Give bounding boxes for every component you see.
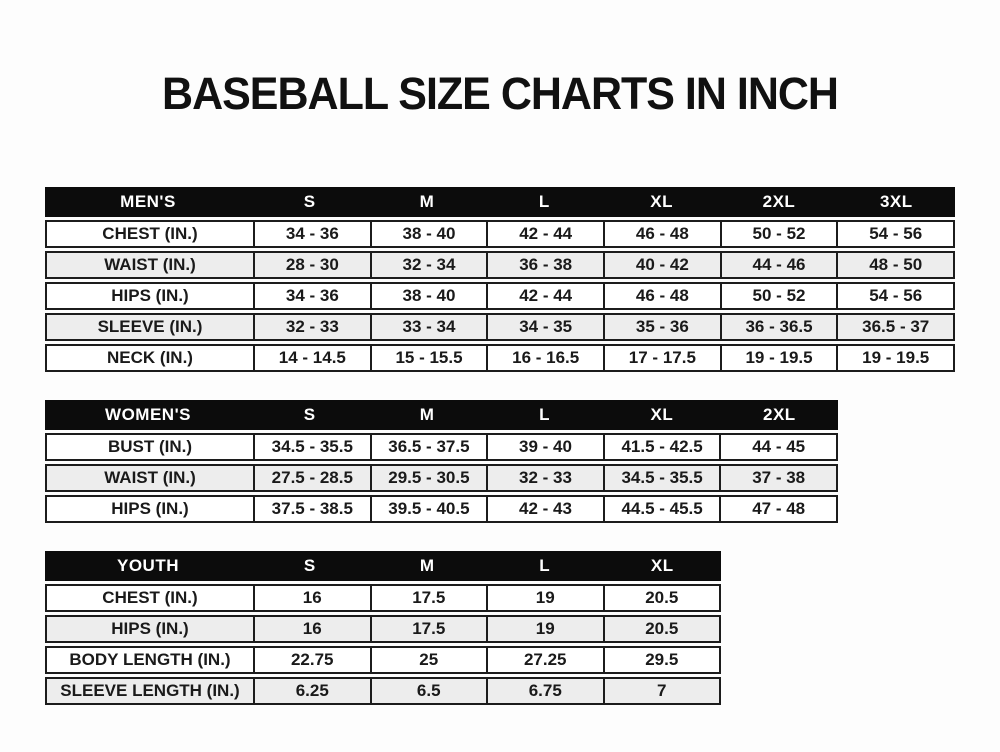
size-header-xl: XL <box>650 405 674 424</box>
value-cell: 33 - 34 <box>370 315 487 339</box>
table-row <box>45 433 838 461</box>
value-cell: 27.25 <box>486 648 603 672</box>
value-cell: 32 - 34 <box>370 253 487 277</box>
value-cell: 42 - 43 <box>486 497 603 521</box>
table-row <box>45 313 955 341</box>
value-cell: 36 - 38 <box>486 253 603 277</box>
value-cell: 17.5 <box>370 586 487 610</box>
value-cell: 28 - 30 <box>253 253 370 277</box>
value-cell: 50 - 52 <box>720 222 837 246</box>
row-label-cell: SLEEVE (IN.) <box>97 317 203 336</box>
value-cell: 39 - 40 <box>486 435 603 459</box>
size-header-m: M <box>419 405 435 424</box>
womens-size-table <box>45 400 838 523</box>
value-cell: 42 - 44 <box>486 222 603 246</box>
row-label-cell: SLEEVE LENGTH (IN.) <box>60 681 240 700</box>
value-cell: 32 - 33 <box>486 466 603 490</box>
value-cell: 36 - 36.5 <box>720 315 837 339</box>
value-cell: 40 - 42 <box>603 253 720 277</box>
table-row <box>45 495 838 523</box>
value-cell: 34 - 35 <box>486 315 603 339</box>
size-header-xl: XL <box>650 192 674 211</box>
table-row <box>45 344 955 372</box>
table-row <box>45 282 955 310</box>
value-cell: 15 - 15.5 <box>370 346 487 370</box>
size-header-2xl: 2XL <box>762 192 796 211</box>
value-cell: 37.5 - 38.5 <box>253 497 370 521</box>
mens-size-table <box>45 187 955 372</box>
size-header-s: S <box>303 192 316 211</box>
value-cell: 7 <box>603 679 720 703</box>
value-cell: 46 - 48 <box>603 284 720 308</box>
value-cell: 36.5 - 37 <box>836 315 953 339</box>
value-cell: 38 - 40 <box>370 222 487 246</box>
mens-header-row <box>45 187 955 217</box>
table-row <box>45 615 721 643</box>
value-cell: 6.5 <box>370 679 487 703</box>
womens-group-label: WOMEN'S <box>105 405 191 424</box>
value-cell: 44 - 45 <box>719 435 836 459</box>
value-cell: 46 - 48 <box>603 222 720 246</box>
size-header-m: M <box>419 192 435 211</box>
value-cell: 29.5 <box>603 648 720 672</box>
youth-group-label: YOUTH <box>117 556 179 575</box>
size-header-m: M <box>419 556 435 575</box>
value-cell: 20.5 <box>603 617 720 641</box>
table-row <box>45 646 721 674</box>
value-cell: 54 - 56 <box>836 284 953 308</box>
value-cell: 48 - 50 <box>836 253 953 277</box>
value-cell: 50 - 52 <box>720 284 837 308</box>
value-cell: 44 - 46 <box>720 253 837 277</box>
value-cell: 16 <box>253 617 370 641</box>
size-header-l: L <box>539 405 550 424</box>
value-cell: 16 - 16.5 <box>486 346 603 370</box>
value-cell: 19 - 19.5 <box>720 346 837 370</box>
row-label-cell: HIPS (IN.) <box>111 286 189 305</box>
row-label-cell: BUST (IN.) <box>107 437 193 456</box>
value-cell: 37 - 38 <box>719 466 836 490</box>
value-cell: 42 - 44 <box>486 284 603 308</box>
row-label-cell: WAIST (IN.) <box>104 255 196 274</box>
value-cell: 35 - 36 <box>603 315 720 339</box>
size-header-s: S <box>303 556 316 575</box>
value-cell: 19 <box>486 586 603 610</box>
value-cell: 34.5 - 35.5 <box>253 435 370 459</box>
size-header-l: L <box>539 556 551 575</box>
value-cell: 25 <box>370 648 487 672</box>
value-cell: 6.75 <box>486 679 603 703</box>
value-cell: 36.5 - 37.5 <box>370 435 487 459</box>
table-row <box>45 251 955 279</box>
table-row <box>45 220 955 248</box>
value-cell: 32 - 33 <box>253 315 370 339</box>
table-row <box>45 464 838 492</box>
size-header-xl: XL <box>650 556 674 575</box>
table-row <box>45 584 721 612</box>
mens-group-label: MEN'S <box>120 192 176 211</box>
value-cell: 54 - 56 <box>836 222 953 246</box>
value-cell: 19 - 19.5 <box>836 346 953 370</box>
value-cell: 41.5 - 42.5 <box>603 435 720 459</box>
value-cell: 6.25 <box>253 679 370 703</box>
row-label-cell: BODY LENGTH (IN.) <box>69 650 231 669</box>
size-header-s: S <box>303 405 316 424</box>
value-cell: 14 - 14.5 <box>253 346 370 370</box>
row-label-cell: WAIST (IN.) <box>104 468 196 487</box>
value-cell: 20.5 <box>603 586 720 610</box>
size-header-3xl: 3XL <box>879 192 913 211</box>
value-cell: 19 <box>486 617 603 641</box>
value-cell: 17.5 <box>370 617 487 641</box>
value-cell: 29.5 - 30.5 <box>370 466 487 490</box>
value-cell: 34.5 - 35.5 <box>603 466 720 490</box>
table-row <box>45 677 721 705</box>
value-cell: 44.5 - 45.5 <box>603 497 720 521</box>
page-title: BASEBALL SIZE CHARTS IN INCH <box>162 68 838 120</box>
row-label-cell: HIPS (IN.) <box>111 619 189 638</box>
value-cell: 17 - 17.5 <box>603 346 720 370</box>
value-cell: 34 - 36 <box>253 284 370 308</box>
value-cell: 27.5 - 28.5 <box>253 466 370 490</box>
value-cell: 38 - 40 <box>370 284 487 308</box>
row-label-cell: NECK (IN.) <box>107 348 193 367</box>
size-header-2xl: 2XL <box>762 405 796 424</box>
womens-header-row <box>45 400 838 430</box>
row-label-cell: CHEST (IN.) <box>102 588 198 607</box>
youth-header-row <box>45 551 721 581</box>
value-cell: 47 - 48 <box>719 497 836 521</box>
value-cell: 39.5 - 40.5 <box>370 497 487 521</box>
row-label-cell: HIPS (IN.) <box>111 499 189 518</box>
size-header-l: L <box>538 192 550 211</box>
youth-size-table <box>45 551 721 705</box>
value-cell: 16 <box>253 586 370 610</box>
value-cell: 34 - 36 <box>253 222 370 246</box>
value-cell: 22.75 <box>253 648 370 672</box>
row-label-cell: CHEST (IN.) <box>102 224 198 243</box>
